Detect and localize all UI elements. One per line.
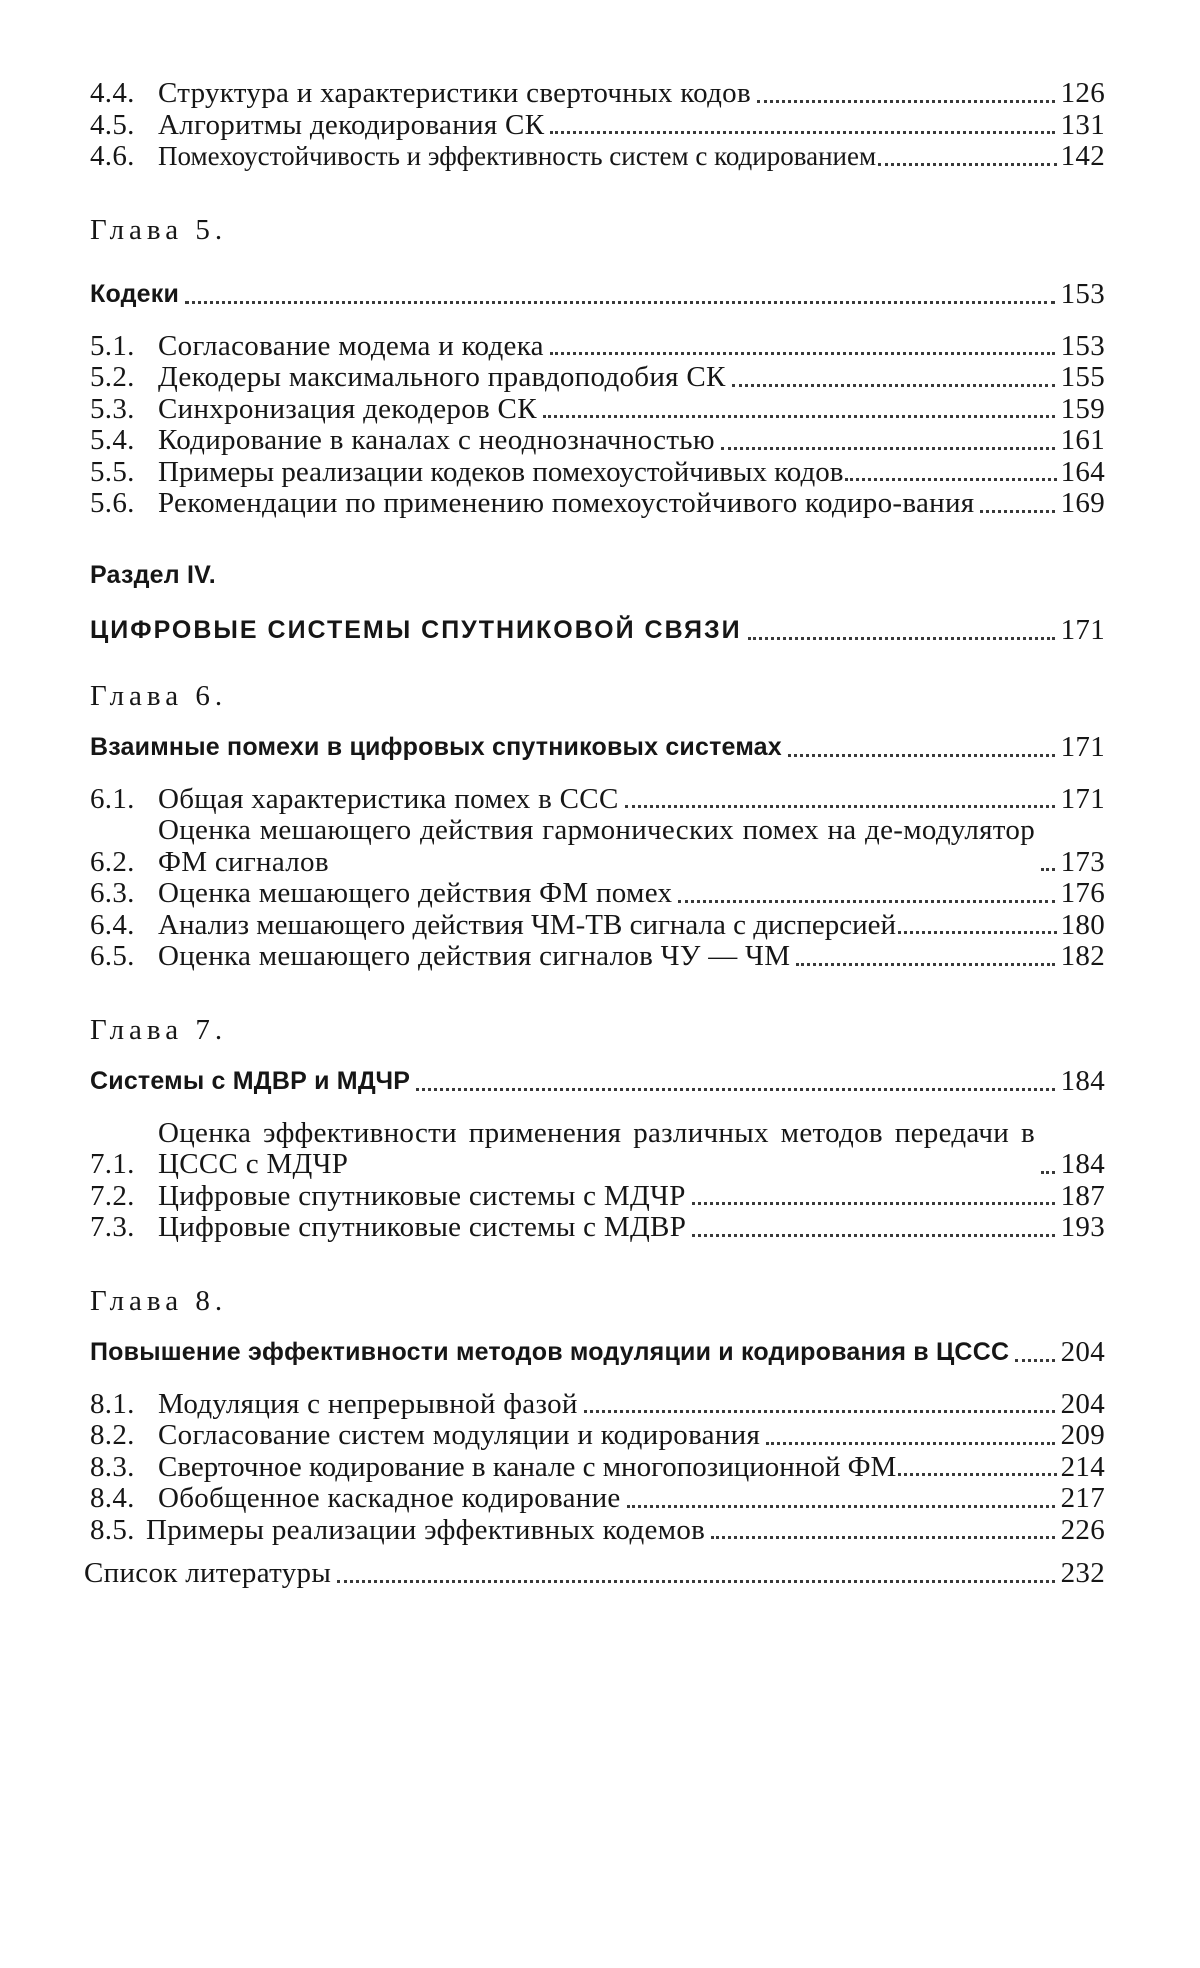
toc-entry-5-3 [90,394,1105,426]
chapter-8-heading: Глава 8. [90,1284,228,1317]
section-title: Цифровые спутниковые системы с МДВР [158,1211,687,1243]
page-number: 171 [1060,731,1105,763]
toc-entry-5-1 [90,331,1105,363]
page-number: 182 [1060,940,1105,972]
toc-entry-6-5 [90,941,1105,973]
page-number: 171 [1060,614,1105,646]
dot-leader [766,1442,1055,1445]
part-4-heading: Раздел IV. [90,560,216,589]
dot-leader [898,931,1057,934]
dot-leader [845,478,1057,481]
section-number: 8.5. [90,1513,135,1546]
page-number: 171 [1060,782,1105,815]
section-number: 7.1. [90,1148,135,1180]
section-number: 8.4. [90,1482,135,1514]
chapter-5-title [90,279,1105,311]
section-number: 6.1. [90,782,135,815]
chapter-6-title [90,732,1105,764]
toc-entry-5-2 [90,362,1105,394]
section-title: Помехоустойчивость и эффективность систем с кодированием [158,141,877,171]
dot-leader [416,1088,1055,1091]
page-number: 184 [1060,1148,1105,1180]
chapter-title: Повышение эффективности методов модуляции и кодирования в ЦССС [90,1338,1010,1366]
dot-leader [732,384,1055,387]
chapter-title: Кодеки [90,280,180,308]
toc-entry-7-3 [90,1212,1105,1244]
section-title: Общая характеристика помех в ССС [158,782,619,815]
page-number: 193 [1060,1211,1105,1243]
section-number: 7.2. [90,1179,135,1212]
page-number: 176 [1060,877,1105,909]
dot-leader [878,163,1057,166]
toc-entry-6-3 [90,878,1105,910]
dot-leader [796,963,1055,966]
page-number: 232 [1060,1557,1105,1589]
page-number: 126 [1060,77,1105,109]
table-of-contents [84,77,1105,1590]
dot-leader [788,754,1055,757]
section-number: 8.1. [90,1387,135,1420]
toc-entry-references [84,1558,1105,1590]
page-number: 169 [1060,487,1105,519]
section-number: 6.5. [90,940,135,972]
section-title: Алгоритмы декодирования СК [158,108,545,141]
chapter-title: Взаимные помехи в цифровых спутниковых системах [90,733,782,761]
dot-leader [748,637,1055,640]
toc-entry-6-4 [90,910,1105,942]
toc-entry-4-6 [90,141,1105,173]
toc-entry-8-2 [90,1420,1105,1452]
dot-leader [757,100,1055,103]
dot-leader [898,1473,1057,1476]
chapter-title: Системы с МДВР и МДЧР [90,1067,411,1095]
toc-entry-8-4 [90,1483,1105,1515]
dot-leader [678,900,1055,903]
page-number: 153 [1060,329,1105,362]
page-number: 131 [1060,108,1105,141]
section-title: Согласование модема и кодека [158,329,544,362]
section-title: Кодирование в каналах с неоднозначностью [158,424,715,456]
toc-entry-8-5 [90,1515,1105,1547]
section-number: 7.3. [90,1211,135,1243]
page-number: 187 [1060,1179,1105,1212]
section-number: 5.4. [90,424,135,456]
dot-leader [711,1536,1055,1539]
toc-entry-5-5 [90,457,1105,489]
dot-leader [550,352,1055,355]
dot-leader [1015,1359,1055,1362]
section-title: Обобщенное каскадное кодирование [158,1482,621,1514]
chapter-7-title [90,1066,1105,1098]
page-number: 180 [1060,908,1105,941]
toc-entry-8-3 [90,1452,1105,1484]
toc-entry-4-5 [90,110,1105,142]
section-title: Оценка мешающего действия гармонических помех на де-модулятор ФМ сигналов [158,814,1035,878]
dot-leader [584,1410,1055,1413]
chapter-7-heading: Глава 7. [90,1013,228,1046]
section-number: 5.2. [90,361,135,393]
chapter-6-heading: Глава 6. [90,679,228,712]
section-number: 5.3. [90,392,135,425]
toc-entry-7-1 [90,1118,1105,1181]
section-title: Рекомендации по применению помехоустойчивого кодиро-вания [158,487,975,519]
page-number: 217 [1060,1482,1105,1514]
section-number: 8.3. [90,1450,135,1483]
section-number: 5.1. [90,329,135,362]
page-number: 204 [1060,1336,1105,1368]
section-title: Сверточное кодирование в канале с многопозиционной ФМ [158,1450,897,1483]
dot-leader [692,1202,1055,1205]
chapter-5-heading: Глава 5. [90,213,228,246]
section-number: 8.2. [90,1419,135,1451]
page-number: 161 [1060,424,1105,456]
section-number: 6.4. [90,908,135,941]
page-number: 155 [1060,361,1105,393]
page-number: 142 [1060,140,1105,172]
page-number: 214 [1060,1450,1105,1483]
section-title: Оценка мешающего действия ФМ помех [158,877,673,909]
dot-leader [550,131,1055,134]
page-number: 226 [1060,1513,1105,1546]
dot-leader [185,301,1055,304]
dot-leader [721,447,1055,450]
dot-leader [337,1580,1055,1583]
section-title: Анализ мешающего действия ЧМ-ТВ сигнала с дисперсией [158,908,897,941]
part-4-title [90,615,1105,647]
section-number: 4.6. [90,140,135,172]
section-title: Синхронизация декодеров СК [158,392,537,425]
references-title: Список литературы [84,1557,332,1589]
dot-leader [980,510,1055,513]
section-title: Модуляция с непрерывной фазой [158,1387,578,1420]
dot-leader [1041,868,1055,871]
toc-entry-5-6 [90,488,1105,520]
section-number: 5.5. [90,455,135,488]
section-title: Примеры реализации кодеков помехоустойчивых кодов [158,455,844,488]
part-title: ЦИФРОВЫЕ СИСТЕМЫ СПУТНИКОВОЙ СВЯЗИ [90,616,742,644]
page-number: 204 [1060,1387,1105,1420]
page-number: 173 [1060,845,1105,878]
page-number: 153 [1060,278,1105,310]
section-title: Цифровые спутниковые системы с МДЧР [158,1179,686,1212]
dot-leader [625,805,1055,808]
toc-entry-5-4 [90,425,1105,457]
section-number: 4.4. [90,77,135,109]
section-number: 5.6. [90,487,135,519]
toc-entry-6-2 [90,815,1105,878]
section-title: Оценка эффективности применения различных методов передачи в ЦССС с МДЧР [158,1116,1035,1180]
section-title: Структура и характеристики сверточных кодов [158,77,751,109]
page-number: 209 [1060,1419,1105,1451]
dot-leader [543,415,1055,418]
section-number: 6.2. [90,845,135,878]
section-title: Примеры реализации эффективных кодемов [146,1513,706,1546]
page-number: 164 [1060,455,1105,488]
section-title: Оценка мешающего действия сигналов ЧУ — ЧМ [158,940,791,972]
dot-leader [627,1505,1055,1508]
section-title: Декодеры максимального правдоподобия СК [158,361,726,393]
section-number: 4.5. [90,108,135,141]
toc-entry-7-2 [90,1181,1105,1213]
dot-leader [1041,1171,1055,1174]
toc-entry-4-4 [90,78,1105,110]
toc-entry-8-1 [90,1389,1105,1421]
section-title: Согласование систем модуляции и кодирования [158,1419,761,1451]
page-number: 184 [1060,1065,1105,1097]
section-number: 6.3. [90,877,135,909]
dot-leader [692,1234,1055,1237]
page-number: 159 [1060,392,1105,425]
chapter-8-title [90,1337,1105,1369]
toc-entry-6-1 [90,784,1105,816]
